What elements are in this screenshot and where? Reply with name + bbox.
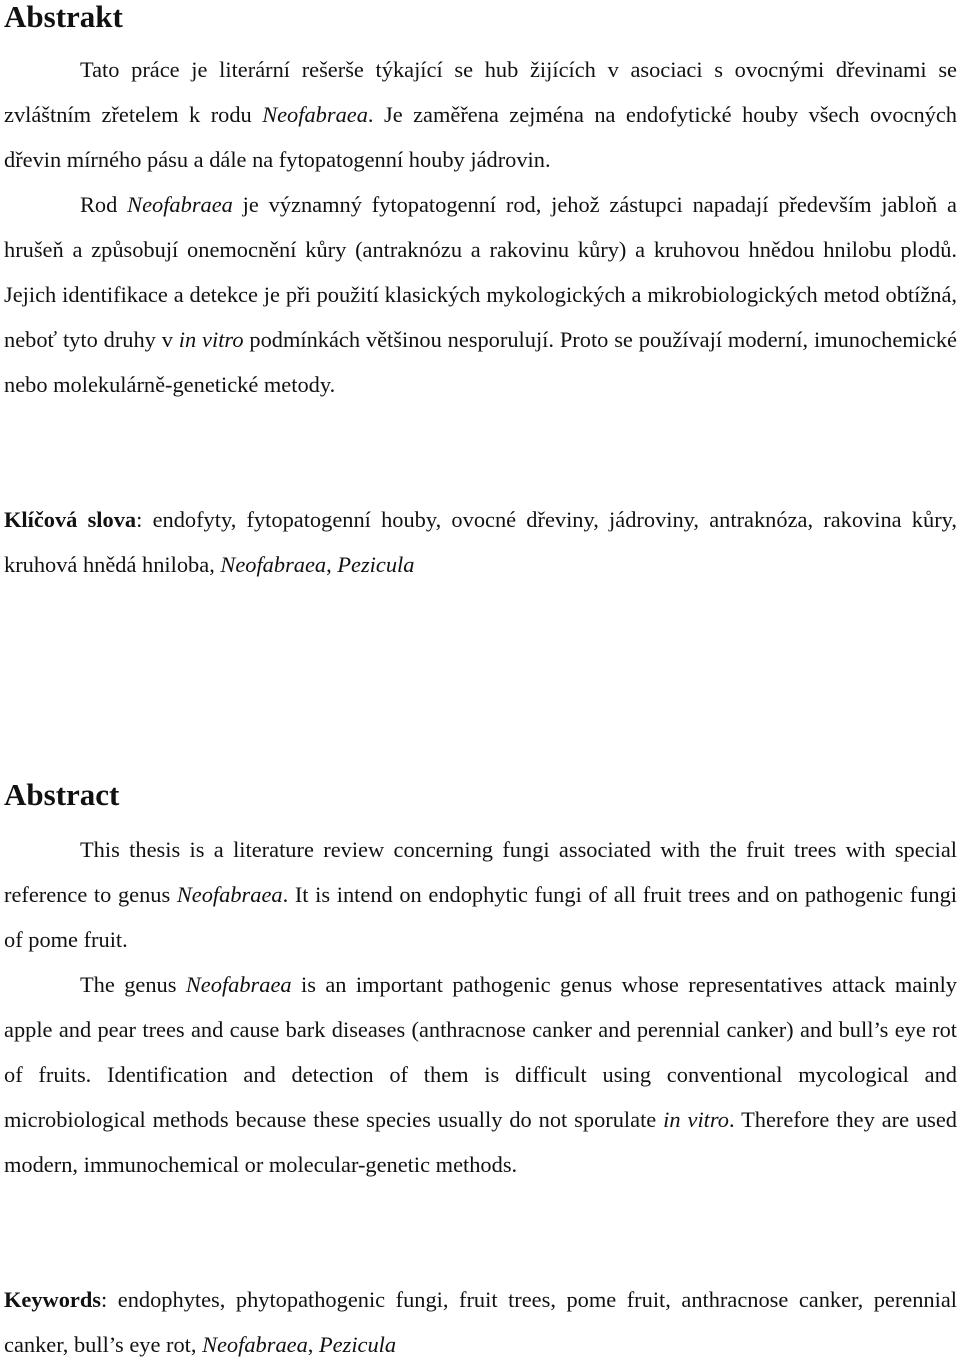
text-run: is an important pathogenic genus whose representatives attack mainly apple and pear trees and cause bark diseases (anthracnose canker and perennial canker) and bull’s eye rot of fruits. Identification and detection of them is difficult using conventional mycological and microbiological methods because these species usually do not sporulate [4,972,957,1132]
keywords-comma: , [326,552,338,577]
genus-name: Neofabraea [262,102,368,127]
genus-name: Neofabraea [176,882,283,907]
genus-name: Pezicula [319,1332,397,1357]
abstrakt-paragraph-2 [4,182,957,407]
in-vitro-term: in vitro [178,327,244,352]
abstract-paragraph-1 [4,827,957,962]
keywords-text: endofyty, fytopatogenní houby, ovocné dřeviny, jádroviny, antraknóza, rakovina kůry, kruhová hnědá hniloba, [4,507,957,577]
text-run: Tato práce je literární rešerše týkající se hub žijících v asociaci s ovocnými dřevinami se zvláštním zřetelem k rodu [4,57,957,127]
text-run: . Je zaměřena zejména na endofytické houby všech ovocných dřevin mírného pásu a dále na fytopatogenní houby jádrovin. [4,102,957,172]
genus-name: Neofabraea [202,1332,308,1357]
abstract-paragraph-2 [4,962,957,1187]
abstract-body [4,827,957,1187]
in-vitro-term: in vitro [663,1107,729,1132]
abstrakt-body [4,47,957,407]
text-run: . It is intend on endophytic fungi of all fruit trees and on pathogenic fungi of pome fruit. [4,882,958,952]
text-run: This thesis is a literature review concerning fungi associated with the fruit trees with special reference to genus [4,837,957,907]
text-run: . Therefore they are used modern, immunochemical or molecular-genetic methods. [4,1107,957,1177]
text-run: je významný fytopatogenní rod, jehož zástupci napadají především jabloň a hrušeň a způsobují onemocnění kůry (antraknózu a rakovinu kůry) a kruhovou hnědou hnilobu plodů. Jejich identifikace a detekce je při použití klasických mykologických a mikrobiologických metod obtížná, neboť tyto druhy v [4,192,957,352]
keywords-text: endophytes, phytopathogenic fungi, fruit trees, pome fruit, anthracnose canker, perennial canker, bull’s eye rot, [4,1287,957,1357]
text-run: The genus [80,972,186,997]
keywords-label: Klíčová slova [4,507,137,532]
keywords-separator: : [101,1287,118,1312]
genus-name: Neofabraea [185,972,292,997]
text-run: Rod [80,192,128,217]
abstrakt-paragraph-1 [4,47,957,182]
genus-name: Neofabraea [127,192,233,217]
heading-abstract: Abstract [4,777,120,812]
keywords-comma: , [307,1332,319,1357]
genus-name: Pezicula [337,552,415,577]
genus-name: Neofabraea [220,552,327,577]
keywords-separator: : [136,507,153,532]
heading-abstrakt: Abstrakt [4,0,123,34]
keywords [4,1277,957,1367]
text-run: podmínkách většinou nesporulují. Proto se používají moderní, imunochemické nebo molekulárně-genetické metody. [4,327,957,397]
klicova-slova [4,497,957,587]
keywords-label: Keywords [4,1287,102,1312]
